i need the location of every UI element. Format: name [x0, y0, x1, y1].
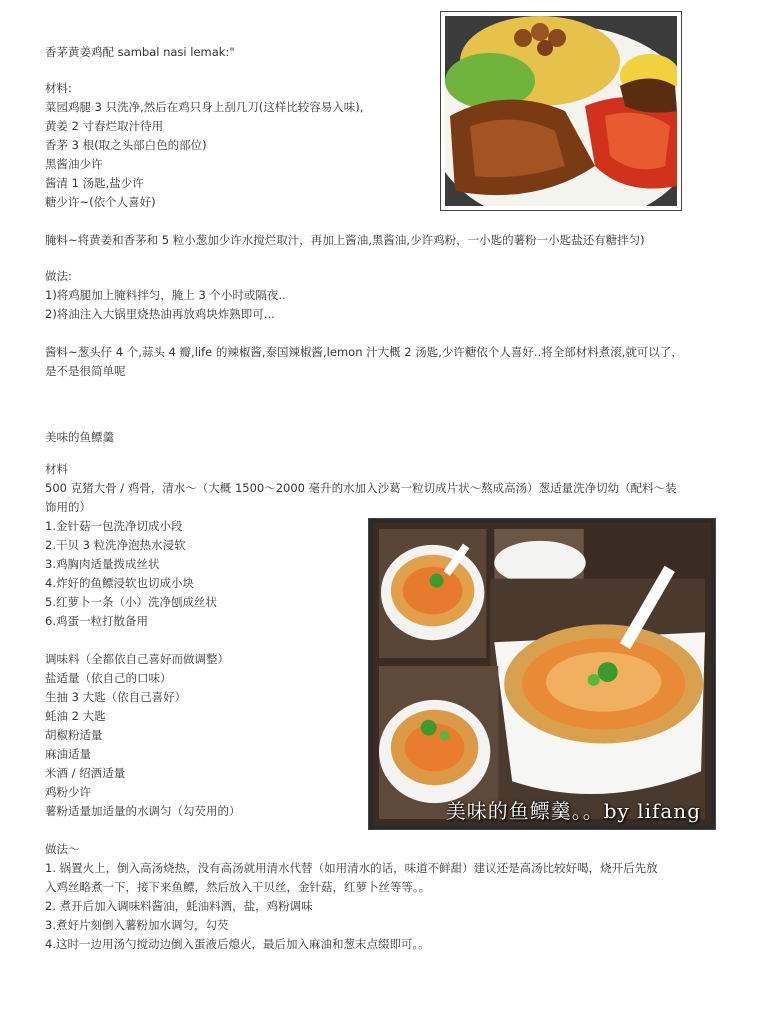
recipe2-ingredient: 6.鸡蛋一粒打散备用	[45, 614, 148, 628]
recipe2-intro: 500 克猪大骨 / 鸡骨，清水～（大概 1500～2000 毫升的水加入沙葛一粒切成片状～熬成高汤）葱适量洗净切幼（配料～装	[45, 481, 677, 495]
recipe2-seasoning: 麻油适量	[45, 747, 91, 761]
recipe2-title: 美味的鱼鳔羹	[45, 430, 114, 444]
fish-maw-soup-photo	[368, 518, 716, 830]
recipe2-method-step: 2. 煮开后加入调味料酱油，蚝油料酒，盐，鸡粉调味	[45, 899, 313, 913]
recipe1-method-step: 1)将鸡腿加上腌料拌匀，腌上 3 个小时或隔夜..	[45, 288, 286, 302]
recipe1-method-heading: 做法:	[45, 269, 72, 283]
recipe2-ingredient: 1.金针菇一包洗净切成小段	[45, 519, 183, 533]
recipe1-sauce: 是不是很简单呢	[45, 364, 126, 378]
recipe2-seasoning: 薯粉适量加适量的水调匀（勾芡用的）	[45, 804, 241, 818]
recipe1-ingredient: 糖少许~(依个人喜好)	[45, 195, 156, 209]
recipe2-intro: 饰用的）	[45, 500, 91, 514]
recipe1-ingredient: 菜园鸡腿 3 只洗净,然后在鸡只身上刮几刀(这样比较容易入味),	[45, 100, 364, 114]
recipe2-method-step: 3.煮好片刻倒入薯粉加水调匀，勾芡	[45, 918, 229, 932]
recipe1-title: 香茅黄姜鸡配 sambal nasi lemak:"	[45, 45, 235, 59]
photo-caption: 美味的鱼鳔羹。。by lifang	[445, 799, 701, 823]
recipe2-method-heading: 做法～	[45, 842, 80, 856]
recipe2-seasoning: 米酒 / 绍酒适量	[45, 766, 126, 780]
recipe1-ingredient: 酱清 1 汤匙,盐少许	[45, 176, 144, 190]
recipe2-ingredient: 5.红萝卜一条（小）洗净刨成丝状	[45, 595, 217, 609]
recipe2-ingredient: 2.干贝 3 粒洗净泡热水浸软	[45, 538, 186, 552]
recipe2-seasoning: 胡椒粉适量	[45, 728, 103, 742]
recipe2-ingredient: 4.炸好的鱼鳔浸软也切成小块	[45, 576, 194, 590]
recipe2-method-step: 1. 锅置火上，倒入高汤烧热，没有高汤就用清水代替（如用清水的话，味道不鲜甜）建议还是高汤比较好喝，烧开后先放	[45, 861, 658, 875]
recipe1-ingredient: 黑酱油少许	[45, 157, 103, 171]
recipe2-seasoning: 生抽 3 大匙（依自己喜好）	[45, 690, 187, 704]
recipe2-seasoning: 盐适量（依自己的口味）	[45, 671, 172, 685]
recipe2-ingredients-heading: 材料	[45, 462, 68, 476]
recipe2-seasoning-heading: 调味料（全都依自己喜好而做调整）	[45, 652, 229, 666]
recipe1-ingredient: 黄姜 2 寸舂烂取汁待用	[45, 119, 164, 133]
recipe1-method-step: 2)将油注入大锅里烧热油再放鸡块炸熟即可...	[45, 307, 275, 321]
recipe2-seasoning: 鸡粉少许	[45, 785, 91, 799]
recipe2-method-step: 4.这时一边用汤勺搅动边倒入蛋液后熄火，最后加入麻油和葱末点缀即可。。	[45, 937, 430, 951]
recipe1-marinade: 腌料~将黄姜和香茅和 5 粒小葱加少许水搅烂取汁，再加上酱油,黑酱油,少许鸡粉，一小匙的薯粉一小匙盐还有糖拌匀)	[45, 233, 645, 247]
recipe1-ingredient: 香茅 3 根(取之头部白色的部位)	[45, 138, 207, 152]
recipe2-seasoning: 蚝油 2 大匙	[45, 709, 106, 723]
recipe2-method-step: 入鸡丝略煮一下，接下来鱼鳔，然后放入干贝丝，金针菇，红萝卜丝等等。。	[45, 880, 431, 894]
chicken-rice-photo	[440, 11, 682, 211]
recipe1-sauce: 酱料~葱头仔 4 个,蒜头 4 瓣,life 的辣椒酱,泰国辣椒酱,lemon 汁大概 2 汤匙,少许糖依个人喜好..将全部材料煮滚,就可以了，	[45, 345, 683, 359]
recipe1-ingredients-heading: 材料:	[45, 81, 72, 95]
recipe2-ingredient: 3.鸡胸肉适量拨成丝状	[45, 557, 160, 571]
